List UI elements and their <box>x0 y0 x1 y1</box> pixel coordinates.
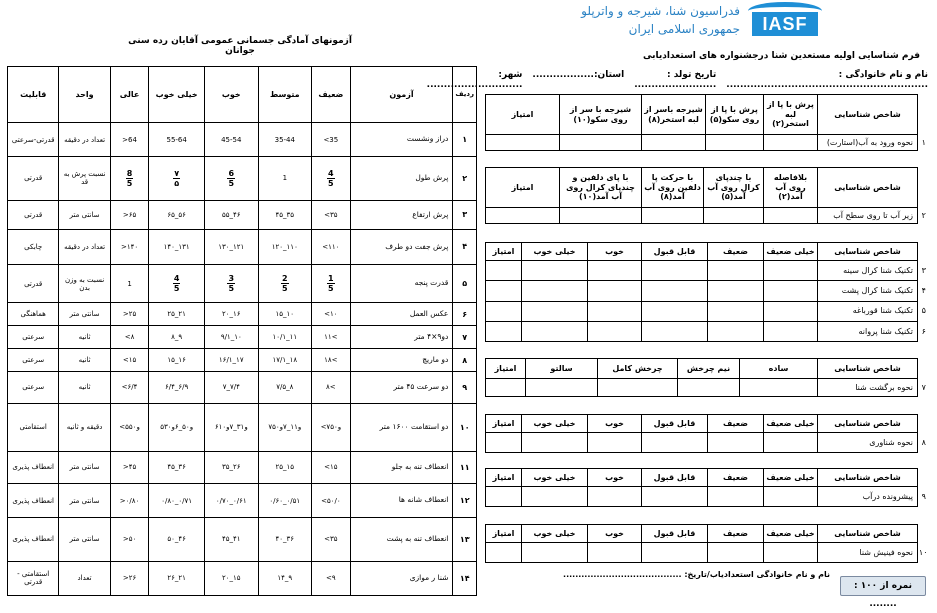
excellent-cell: <۸ <box>110 326 149 349</box>
rating-header: قابل قبول <box>642 415 708 433</box>
unit-cell: تعداد <box>59 561 110 595</box>
average-cell: ۱۰/۱_۱۱ <box>258 326 312 349</box>
row-index: ۸ <box>921 437 926 447</box>
header-excellent: عالی <box>110 67 149 123</box>
turn-header: چرخش کامل <box>598 359 678 379</box>
row-index: ۹ <box>921 491 926 501</box>
score-cell[interactable] <box>522 433 588 453</box>
rating-header: ضعیف <box>708 243 764 261</box>
row-label: پیشرونده درآب <box>818 487 918 507</box>
test-name-cell: انعطاف تنه به جلو <box>350 451 453 483</box>
score-cell[interactable] <box>486 208 560 224</box>
average-cell: ۱۴_۹ <box>258 561 312 595</box>
rating-header: قابل قبول <box>642 243 708 261</box>
f1-header: شیرجه با سر از روی سکو(۱۰) <box>560 95 642 135</box>
score-cell[interactable] <box>708 321 764 341</box>
weak-cell: <۳۵ <box>312 200 351 230</box>
very-good-cell: ۵۰_۴۶ <box>149 518 205 561</box>
turn-header: سالتو <box>526 359 598 379</box>
col-index-title: شاخص شناسایی <box>818 525 918 543</box>
excellent-cell: <۶/۴ <box>110 372 149 404</box>
row-label: نحوه برگشت شنا <box>818 379 918 397</box>
rating-header: خیلی ضعیف <box>764 415 818 433</box>
score-cell[interactable] <box>764 433 818 453</box>
row-label: نحوه شناوری <box>818 433 918 453</box>
total-score-field[interactable]: نمره از ۱۰۰ : ........ <box>840 576 926 596</box>
weak-cell: <۱۱۰ <box>312 230 351 264</box>
form-technique-table <box>485 242 930 342</box>
capability-cell: انعطاف پذیری <box>8 483 59 517</box>
unit-cell: سانتی متر <box>59 303 110 326</box>
good-cell: ۲۰_۱۵ <box>205 561 259 595</box>
capability-cell: قدرتی <box>8 264 59 303</box>
score-cell[interactable] <box>526 379 598 397</box>
org-name-line2: جمهوری اسلامی ایران <box>628 22 740 36</box>
rating-header: خوب <box>588 525 642 543</box>
score-cell[interactable] <box>560 135 642 151</box>
score-cell[interactable] <box>642 321 708 341</box>
table-row <box>486 321 930 341</box>
test-name-cell: دو۹×۴ متر <box>350 326 453 349</box>
score-cell[interactable] <box>588 281 642 301</box>
col-score-title: امتیاز <box>486 469 522 487</box>
average-cell: ۴۰_۳۶ <box>258 518 312 561</box>
score-cell[interactable] <box>588 543 642 563</box>
very-good-cell: ۸_۹ <box>149 326 205 349</box>
score-cell[interactable] <box>642 208 704 224</box>
row-number-cell: ۹ <box>453 372 477 404</box>
good-cell: ۵۵_۴۶ <box>205 200 259 230</box>
rating-header: خیلی خوب <box>522 415 588 433</box>
turn-header: نیم چرخش <box>678 359 740 379</box>
row-label: تکنیک شنا پروانه <box>818 321 918 341</box>
test-name-cell: دو ماریچ <box>350 349 453 372</box>
table-row <box>8 200 477 230</box>
good-cell: 45-54 <box>205 123 259 157</box>
score-cell[interactable] <box>704 208 764 224</box>
score-cell[interactable] <box>764 321 818 341</box>
rating-header: خوب <box>588 243 642 261</box>
weak-cell: <۱۰ <box>312 303 351 326</box>
average-cell: ۱۲۰_۱۱۰ <box>258 230 312 264</box>
row-label: نحوه ورود به آب(استارت) <box>818 135 918 151</box>
score-cell[interactable] <box>764 543 818 563</box>
weak-cell: <۱۵ <box>312 451 351 483</box>
average-cell: ۲۵_۱۵ <box>258 451 312 483</box>
score-cell[interactable] <box>598 379 678 397</box>
good-cell: ۷_۷/۴ <box>205 372 259 404</box>
score-cell[interactable] <box>764 208 818 224</box>
capability-cell: استقامتی - قدرتی <box>8 561 59 595</box>
form-floating-table <box>485 414 930 453</box>
good-cell: ۳۵_۲۶ <box>205 451 259 483</box>
excellent-cell: <۱۵ <box>110 349 149 372</box>
weak-cell: <35 <box>312 123 351 157</box>
score-cell[interactable] <box>740 379 818 397</box>
score-cell[interactable] <box>708 487 764 507</box>
score-cell[interactable] <box>522 301 588 321</box>
form-start-table <box>485 94 930 151</box>
very-good-cell: ۲۶_۲۱ <box>149 561 205 595</box>
row-label: تکنیک شنا کرال سینه <box>818 261 918 281</box>
good-cell: ۴۵_۴۱ <box>205 518 259 561</box>
score-cell[interactable] <box>486 487 522 507</box>
average-cell: $\frac{2}{5}$ <box>258 264 312 303</box>
table-row <box>486 281 930 301</box>
rating-header: ضعیف <box>708 525 764 543</box>
rating-header: قابل قبول <box>642 525 708 543</box>
col-index-title: شاخص شناسایی <box>818 243 918 261</box>
score-cell[interactable] <box>642 281 708 301</box>
score-cell[interactable] <box>764 301 818 321</box>
score-cell[interactable] <box>764 261 818 281</box>
capability-cell: سرعتی <box>8 372 59 404</box>
score-cell[interactable] <box>642 261 708 281</box>
average-cell: ۷/۵_۸ <box>258 372 312 404</box>
score-cell[interactable] <box>708 281 764 301</box>
header-average: متوسط <box>258 67 312 123</box>
good-cell: ۶و۳۱_۷و۱۰ <box>205 404 259 452</box>
capability-cell: سرعتی <box>8 326 59 349</box>
table-row <box>8 326 477 349</box>
score-cell[interactable] <box>560 208 642 224</box>
row-number-cell: ۵ <box>453 264 477 303</box>
org-name-line1: فدراسیون شنا، شیرجه و واترپلو <box>581 4 740 18</box>
score-cell[interactable] <box>678 379 740 397</box>
row-number-cell: ۱ <box>453 123 477 157</box>
table-row <box>486 301 930 321</box>
header-capability: قابلیت <box>8 67 59 123</box>
excellent-cell: >۶۵ <box>110 200 149 230</box>
score-cell[interactable] <box>706 135 764 151</box>
weak-cell: $\frac{4}{5}$ <box>312 157 351 200</box>
weak-cell: ۱۱< <box>312 326 351 349</box>
capability-cell: انعطاف پذیری <box>8 451 59 483</box>
score-cell[interactable] <box>486 261 522 281</box>
weak-cell: ۸< <box>312 372 351 404</box>
excellent-cell: >64 <box>110 123 149 157</box>
good-cell: $\frac{6}{5}$ <box>205 157 259 200</box>
score-cell[interactable] <box>708 433 764 453</box>
table-row <box>8 404 477 452</box>
row-label: تکنیک شنا کرال پشت <box>818 281 918 301</box>
score-cell[interactable] <box>522 321 588 341</box>
row-label: زیر آب تا روی سطح آب <box>818 208 918 224</box>
table-row <box>8 483 477 517</box>
test-name-cell: شنا ر موازی <box>350 561 453 595</box>
row-number-cell: ۱۱ <box>453 451 477 483</box>
test-name-cell: عکس العمل <box>350 303 453 326</box>
col-score-title: امتیاز <box>486 415 522 433</box>
personal-info-line <box>426 70 928 90</box>
rating-header: خیلی خوب <box>522 469 588 487</box>
f1-header: شیرجه باسر از لبه استخر(۸) <box>642 95 706 135</box>
iasf-logo: IASF <box>752 12 818 36</box>
col-index-title: شاخص شناسایی <box>818 415 918 433</box>
test-name-cell: پرش جفت دو طرف <box>350 230 453 264</box>
test-name-cell: پرش ارتفاع <box>350 200 453 230</box>
table-row <box>8 372 477 404</box>
unit-cell: تعداد در دقیقه <box>59 230 110 264</box>
score-cell[interactable] <box>588 321 642 341</box>
score-cell[interactable] <box>522 487 588 507</box>
score-cell[interactable] <box>764 135 818 151</box>
very-good-cell: ۶۵_۵۶ <box>149 200 205 230</box>
row-number-cell: ۱۴ <box>453 561 477 595</box>
unit-cell: سانتی متر <box>59 483 110 517</box>
unit-cell: نسبت به وزن بدن <box>59 264 110 303</box>
score-cell[interactable] <box>522 281 588 301</box>
province-label: استان:.................. <box>532 70 625 80</box>
capability-cell: استقامتی <box>8 404 59 452</box>
table-row <box>8 518 477 561</box>
very-good-cell: ۱۵_۱۶ <box>149 349 205 372</box>
form-title: فرم شناسایی اولیه مستعدین شنا درجشنواره های استعدادیابی <box>643 51 920 61</box>
col-score-title: امتیاز <box>486 359 526 379</box>
table-row <box>8 230 477 264</box>
table-header-row <box>8 67 477 123</box>
score-cell[interactable] <box>486 301 522 321</box>
row-index: ۱ <box>921 137 926 147</box>
fitness-norms-table <box>7 66 477 596</box>
header-good: خوب <box>205 67 259 123</box>
very-good-cell: ۵و۵۰_۶و۳۰ <box>149 404 205 452</box>
header-row-number: ردیف <box>453 67 477 123</box>
test-name-cell: انعطاف تنه به پشت <box>350 518 453 561</box>
unit-cell: ثانیه <box>59 349 110 372</box>
table-row <box>8 264 477 303</box>
f2-header: بلافاصله روی آب آمد(۲) <box>764 168 818 208</box>
row-label: نحوه فینیش شنا <box>818 543 918 563</box>
table-row <box>8 303 477 326</box>
rating-header: ضعیف <box>708 415 764 433</box>
row-index: ۵ <box>921 306 926 316</box>
f1-header: پرش با پا از روی سکو(۵) <box>706 95 764 135</box>
unit-cell: تعداد در دقیقه <box>59 123 110 157</box>
row-index: ۴ <box>921 286 926 296</box>
test-name-cell: دو سرعت ۴۵ متر <box>350 372 453 404</box>
row-number-cell: ۶ <box>453 303 477 326</box>
very-good-cell: ۰/۸۰_۰/۷۱ <box>149 483 205 517</box>
test-name-cell: انعطاف شانه ها <box>350 483 453 517</box>
form-underwater-table <box>485 167 930 224</box>
col-index-title: شاخص شناسایی <box>818 359 918 379</box>
very-good-cell: ۱۴۰_۱۳۱ <box>149 230 205 264</box>
very-good-cell: ۲۵_۲۱ <box>149 303 205 326</box>
excellent-cell: >۲۶ <box>110 561 149 595</box>
very-good-cell: $\frac{۷}{۵}$ <box>149 157 205 200</box>
unit-cell: ثانیه <box>59 326 110 349</box>
score-cell[interactable] <box>486 135 560 151</box>
col-index-title: شاخص شناسایی <box>818 469 918 487</box>
excellent-cell: >۰/۸۰ <box>110 483 149 517</box>
weak-cell: $\frac{1}{5}$ <box>312 264 351 303</box>
row-number-cell: ۸ <box>453 349 477 372</box>
good-cell: ۰/۷۰_۰/۶۱ <box>205 483 259 517</box>
row-number-cell: ۳ <box>453 200 477 230</box>
average-cell: 1 <box>258 157 312 200</box>
score-cell[interactable] <box>486 433 522 453</box>
score-cell[interactable] <box>642 543 708 563</box>
score-cell[interactable] <box>708 261 764 281</box>
f2-header: با چندپای کرال روی آب آمد(۵) <box>704 168 764 208</box>
average-cell: ۴۵_۳۵ <box>258 200 312 230</box>
header-test: آزمون <box>350 67 453 123</box>
unit-cell: ثانیه <box>59 372 110 404</box>
test-name-cell: دراز ونشست <box>350 123 453 157</box>
test-name-cell: قدرت پنجه <box>350 264 453 303</box>
very-good-cell: 55-64 <box>149 123 205 157</box>
excellent-cell: 1 <box>110 264 149 303</box>
score-cell[interactable] <box>764 281 818 301</box>
good-cell: ۱۳۰_۱۲۱ <box>205 230 259 264</box>
capability-cell: چابکی <box>8 230 59 264</box>
capability-cell: قدرتی <box>8 157 59 200</box>
row-index: ۳ <box>921 265 926 275</box>
left-table-title: آزمونهای آمادگی جسمانی عمومی آقایان رده سنی جوانان <box>128 36 352 56</box>
city-label: شهر: ............................ <box>426 70 523 90</box>
f1-header: پرش با پا از لبه استخر(۲) <box>764 95 818 135</box>
score-cell[interactable] <box>642 301 708 321</box>
rating-header: قابل قبول <box>642 469 708 487</box>
good-cell: ۱۶/۱_۱۷ <box>205 349 259 372</box>
name-field-label: نام و نام خانوادگی : ........................................................... <box>726 70 928 90</box>
turn-header: ساده <box>740 359 818 379</box>
rating-header: خیلی خوب <box>522 243 588 261</box>
score-cell[interactable] <box>708 543 764 563</box>
excellent-cell: >۱۴۰ <box>110 230 149 264</box>
score-cell[interactable] <box>642 433 708 453</box>
average-cell: ۰/۶۰_۰/۵۱ <box>258 483 312 517</box>
header-weak: ضعیف <box>312 67 351 123</box>
excellent-cell: $\frac{8}{5}$ <box>110 157 149 200</box>
rating-header: خیلی ضعیف <box>764 243 818 261</box>
rating-header: خیلی ضعیف <box>764 525 818 543</box>
weak-cell: <۹ <box>312 561 351 595</box>
excellent-cell: <۵و۵۰ <box>110 404 149 452</box>
weak-cell: ۱۸< <box>312 349 351 372</box>
average-cell: ۷و۱۱_۷و۵۰ <box>258 404 312 452</box>
score-cell[interactable] <box>486 543 522 563</box>
very-good-cell: $\frac{4}{5}$ <box>149 264 205 303</box>
rating-header: خوب <box>588 469 642 487</box>
col-index-title: شاخص شناسایی <box>818 168 918 208</box>
rating-header: خوب <box>588 415 642 433</box>
col-score-title: امتیاز <box>486 168 560 208</box>
birth-date-label: تاریخ تولد : ........................ <box>634 70 717 90</box>
excellent-cell: >۲۵ <box>110 303 149 326</box>
table-row <box>486 261 930 281</box>
table-row <box>8 451 477 483</box>
rating-header: خیلی ضعیف <box>764 469 818 487</box>
row-number-cell: ۱۰ <box>453 404 477 452</box>
score-cell[interactable] <box>486 281 522 301</box>
form-turn-table <box>485 358 930 397</box>
table-row <box>8 561 477 595</box>
row-index: ۲ <box>921 210 926 220</box>
score-cell[interactable] <box>486 379 526 397</box>
very-good-cell: ۶/۴_۶/۹ <box>149 372 205 404</box>
table-row <box>8 349 477 372</box>
row-index: ۱۰ <box>918 547 928 557</box>
row-number-cell: ۷ <box>453 326 477 349</box>
unit-cell: سانتی متر <box>59 451 110 483</box>
col-score-title: امتیاز <box>486 525 522 543</box>
row-number-cell: ۲ <box>453 157 477 200</box>
unit-cell: نسبت پرش به قد <box>59 157 110 200</box>
average-cell: ۱۷/۱_۱۸ <box>258 349 312 372</box>
capability-cell: قدرتی-سرعتی <box>8 123 59 157</box>
score-cell[interactable] <box>642 135 706 151</box>
form-propulsion-table <box>485 468 930 507</box>
col-score-title: امتیاز <box>486 243 522 261</box>
col-index-title: شاخص شناسایی <box>818 95 918 135</box>
unit-cell: سانتی متر <box>59 518 110 561</box>
capability-cell: قدرتی <box>8 200 59 230</box>
very-good-cell: ۴۵_۳۶ <box>149 451 205 483</box>
score-cell[interactable] <box>588 301 642 321</box>
form-finish-table <box>485 524 930 563</box>
score-cell[interactable] <box>642 487 708 507</box>
capability-cell: سرعتی <box>8 349 59 372</box>
col-score-title: امتیاز <box>486 95 560 135</box>
table-row <box>8 157 477 200</box>
good-cell: $\frac{3}{5}$ <box>205 264 259 303</box>
excellent-cell: >۴۵ <box>110 451 149 483</box>
score-cell[interactable] <box>764 487 818 507</box>
weak-cell: <۵۰/۰ <box>312 483 351 517</box>
score-cell[interactable] <box>486 321 522 341</box>
weak-cell: <۳۵ <box>312 518 351 561</box>
score-cell[interactable] <box>522 261 588 281</box>
row-number-cell: ۱۲ <box>453 483 477 517</box>
good-cell: ۲۰_۱۶ <box>205 303 259 326</box>
evaluator-signature-line: نام و نام خانوادگی استعدادیاب/تاریخ: ....................................... <box>563 570 830 579</box>
row-label: تکنیک شنا قورباغه <box>818 301 918 321</box>
excellent-cell: >۵۰ <box>110 518 149 561</box>
header-very-good: خیلی خوب <box>149 67 205 123</box>
row-number-cell: ۴ <box>453 230 477 264</box>
average-cell: ۱۵_۱۰ <box>258 303 312 326</box>
score-cell[interactable] <box>588 433 642 453</box>
good-cell: ۹/۱_۱۰ <box>205 326 259 349</box>
capability-cell: انعطاف پذیری <box>8 518 59 561</box>
row-index: ۷ <box>921 382 926 392</box>
test-name-cell: دو استقامت ۱۶۰۰ متر <box>350 404 453 452</box>
row-number-cell: ۱۳ <box>453 518 477 561</box>
row-index: ۶ <box>921 326 926 336</box>
rating-header: خیلی خوب <box>522 525 588 543</box>
weak-cell: <۷و۵۰ <box>312 404 351 452</box>
f2-header: با حرکت پا دلفین روی آب آمد(۸) <box>642 168 704 208</box>
score-cell[interactable] <box>522 543 588 563</box>
score-cell[interactable] <box>588 487 642 507</box>
rating-header: ضعیف <box>708 469 764 487</box>
score-cell[interactable] <box>588 261 642 281</box>
header-unit: واحد <box>59 67 110 123</box>
unit-cell: دقیقه و ثانیه <box>59 404 110 452</box>
test-name-cell: پرش طول <box>350 157 453 200</box>
score-cell[interactable] <box>708 301 764 321</box>
average-cell: 35-44 <box>258 123 312 157</box>
f2-header: با پای دلفین و چندپای کرال روی آب آمد(۱۰) <box>560 168 642 208</box>
capability-cell: هماهنگی <box>8 303 59 326</box>
table-row <box>8 123 477 157</box>
unit-cell: سانتی متر <box>59 200 110 230</box>
